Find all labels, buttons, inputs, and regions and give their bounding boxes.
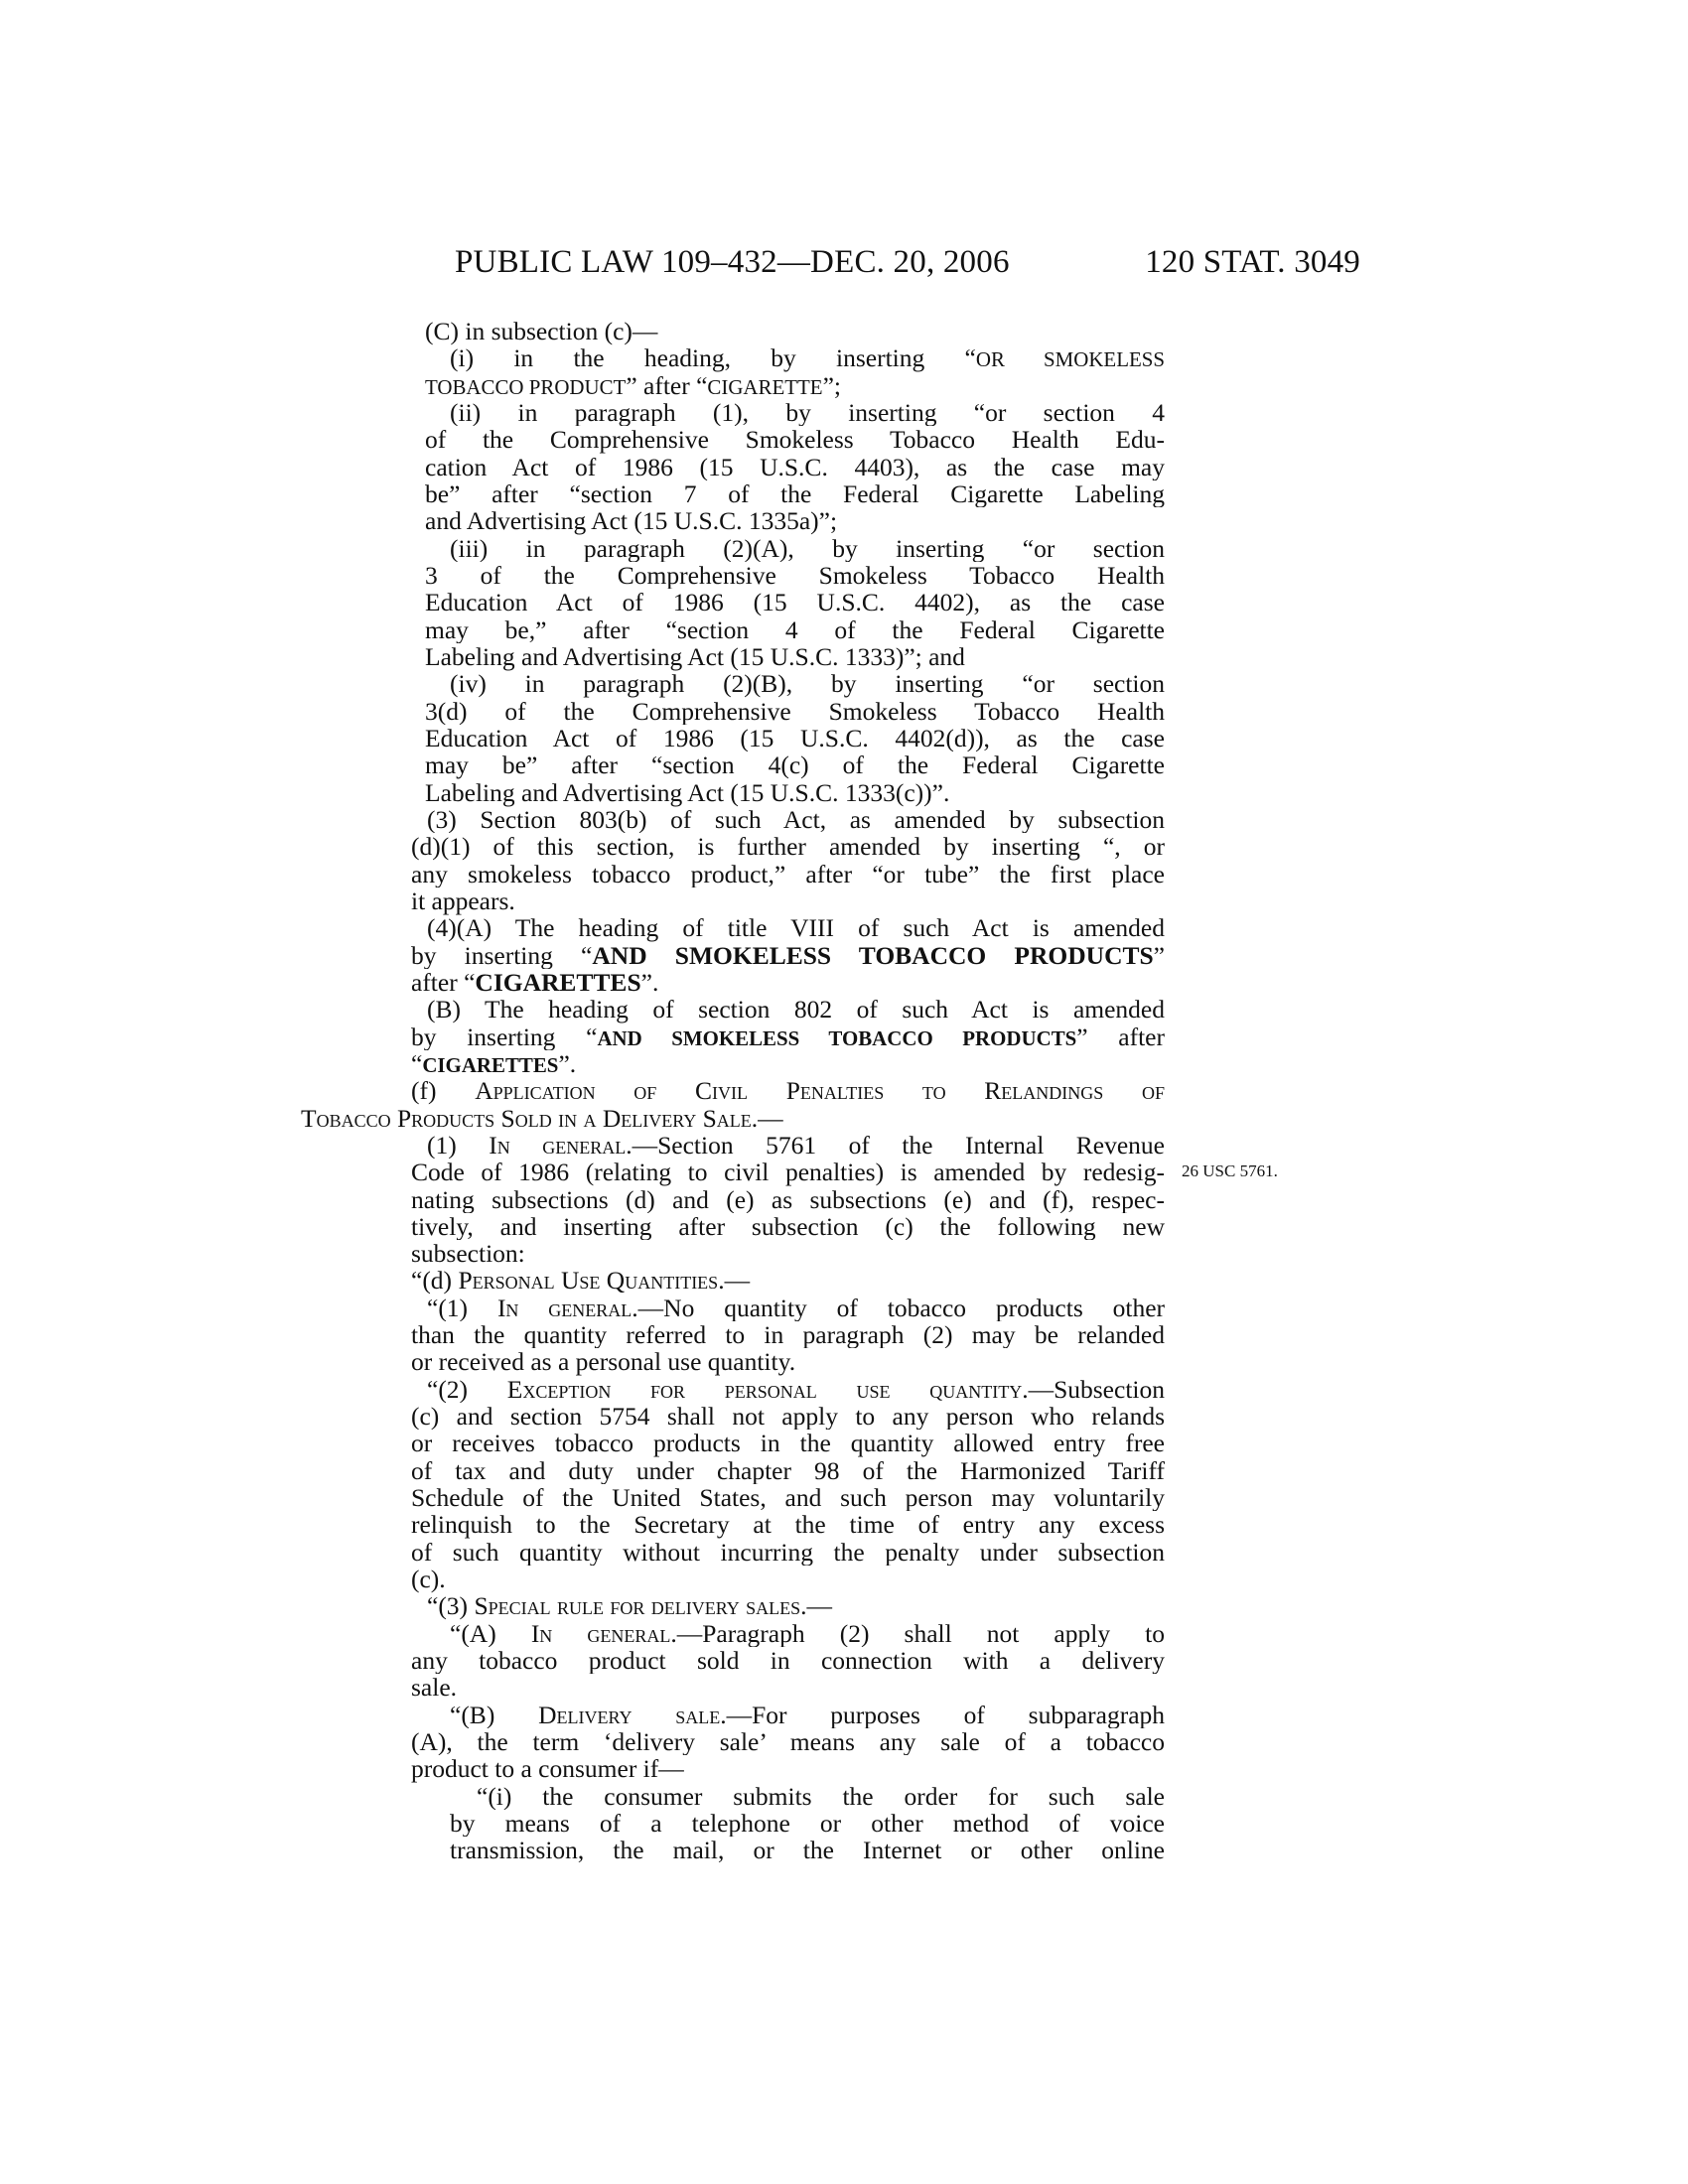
text-line: “(i) the consumer submits the order for such sale <box>477 1782 1165 1811</box>
text-segment: by inserting “ <box>411 941 593 969</box>
text-segment: “(d) <box>411 1266 459 1296</box>
text-line: may be” after “section 4(c) of the Federal Cigarette <box>425 751 1165 779</box>
text-line: any smokeless tobacco product,” after “or tube” the first place <box>411 860 1165 887</box>
text-line: 3(d) of the Comprehensive Smokeless Tobacco Health <box>425 697 1165 725</box>
text-line <box>411 1267 1165 1294</box>
text-line: subsection: <box>411 1239 525 1269</box>
text-segment: “(A) <box>450 1619 531 1648</box>
statute-page-number: 120 STAT. 3049 <box>1145 244 1360 280</box>
text-line: (d)(1) of this section, is further amended by inserting “, or <box>411 833 1165 861</box>
text-line: be” after “section 7 of the Federal Cigarette Labeling <box>425 479 1165 508</box>
text-line <box>425 372 1165 399</box>
small-caps-text: Exception for personal use quantity. <box>506 1375 1029 1404</box>
text-line: sale. <box>411 1673 458 1703</box>
small-caps-text: In general. <box>496 1294 638 1322</box>
text-line <box>450 1702 1165 1728</box>
text-line <box>411 1024 1165 1050</box>
subsection-heading <box>411 1077 1165 1104</box>
text-segment: “(1) <box>427 1294 497 1322</box>
text-line <box>427 1132 1165 1159</box>
text-line: (B) The heading of section 802 of such Act is amended <box>427 996 1165 1024</box>
text-line: (A), the term ‘delivery sale’ means any sale of a tobacco <box>411 1728 1165 1756</box>
bold-text: AND SMOKELESS TOBACCO PRODUCTS <box>592 941 1154 969</box>
text-line: and Advertising Act (15 U.S.C. 1335a)”; <box>425 506 838 536</box>
small-caps-text: Application of Civil Penalties to Relandings of <box>475 1077 1165 1105</box>
text-segment: ” after <box>1076 1023 1165 1050</box>
text-line: than the quantity referred to in paragraph (2) may be relanded <box>411 1321 1165 1349</box>
text-line <box>427 1592 1165 1619</box>
small-caps-text: Personal Use Quantities. <box>458 1266 725 1296</box>
text-segment: —Section 5761 of the Internal Revenue <box>632 1131 1165 1160</box>
small-caps-text: CIGARETTE <box>707 374 823 399</box>
text-segment: “ <box>411 1048 423 1078</box>
text-segment: —No quantity of tobacco products other <box>637 1294 1165 1322</box>
text-line: (iii) in paragraph (2)(A), by inserting “or section <box>450 534 1165 562</box>
statute-text <box>0 318 1688 1864</box>
text-line: or receives tobacco products in the quantity allowed entry free <box>411 1430 1165 1457</box>
text-line: Education Act of 1986 (15 U.S.C. 4402), as the case <box>425 589 1165 616</box>
text-segment: (f) <box>411 1077 476 1105</box>
text-line: Labeling and Advertising Act (15 U.S.C. 1333)”; and <box>425 641 965 671</box>
text-line: tively, and inserting after subsection (c) the following new <box>411 1212 1165 1241</box>
text-line <box>411 969 1165 996</box>
text-line: product to a consumer if— <box>411 1754 684 1784</box>
text-segment: “(3) <box>427 1591 475 1621</box>
text-line <box>450 1620 1165 1647</box>
text-line: or received as a personal use quantity. <box>411 1347 796 1377</box>
small-caps-text: TOBACCO PRODUCT <box>425 374 627 399</box>
text-line: Education Act of 1986 (15 U.S.C. 4402(d)), as the case <box>425 724 1165 752</box>
text-line: any tobacco product sold in connection with a delivery <box>411 1647 1165 1675</box>
text-segment: —Paragraph (2) shall not apply to <box>676 1619 1165 1648</box>
text-segment: ” after “ <box>626 370 708 400</box>
text-segment: —For purposes of subparagraph <box>726 1701 1165 1729</box>
text-segment: —Subsection <box>1028 1375 1165 1404</box>
text-line: Code of 1986 (relating to civil penalties) is amended by redesig- <box>411 1159 1165 1186</box>
small-caps-text: In general. <box>489 1131 633 1160</box>
text-line <box>411 1050 1165 1077</box>
margin-note-citation: 26 USC 5761. <box>1182 1161 1278 1180</box>
text-line: by means of a telephone or other method of voice <box>450 1810 1165 1838</box>
text-line: Schedule of the United States, and such person may voluntarily <box>411 1484 1165 1512</box>
text-segment: “(2) <box>427 1375 507 1404</box>
text-line: of tax and duty under chapter 98 of the Harmonized Tariff <box>411 1456 1165 1485</box>
small-caps-text: Tobacco Products Sold in a Delivery Sale.— <box>301 1103 783 1133</box>
text-line: of the Comprehensive Smokeless Tobacco Health Edu- <box>425 426 1165 454</box>
text-line: (ii) in paragraph (1), by inserting “or section 4 <box>450 398 1165 427</box>
text-line: relinquish to the Secretary at the time of entry any excess <box>411 1511 1165 1539</box>
text-line: (C) in subsection (c)— <box>425 317 658 345</box>
text-line: 3 of the Comprehensive Smokeless Tobacco Health <box>425 561 1165 590</box>
text-line: nating subsections (d) and (e) as subsections (e) and (f), respec- <box>411 1185 1165 1213</box>
text-segment: “(B) <box>450 1701 539 1729</box>
running-head-title: PUBLIC LAW 109–432—DEC. 20, 2006 <box>455 244 1010 280</box>
text-line: may be,” after “section 4 of the Federal Cigarette <box>425 615 1165 643</box>
text-line <box>427 1295 1165 1321</box>
bold-text: CIGARETTES <box>422 1052 559 1077</box>
small-caps-text: In general. <box>530 1619 677 1648</box>
text-line: transmission, the mail, or the Internet or other online <box>450 1837 1165 1864</box>
small-caps-text: OR SMOKELESS <box>975 347 1165 372</box>
text-segment: ”; <box>822 370 841 400</box>
text-segment: — <box>806 1591 833 1621</box>
text-line: (3) Section 803(b) of such Act, as amended by subsection <box>427 805 1165 834</box>
text-line <box>450 344 1165 371</box>
text-line: it appears. <box>411 886 515 915</box>
small-caps-text: Special rule for delivery sales. <box>474 1591 807 1621</box>
bold-text: AND SMOKELESS TOBACCO PRODUCTS <box>597 1025 1077 1050</box>
text-line: (4)(A) The heading of title VIII of such Act is amended <box>427 914 1165 942</box>
text-line <box>427 1376 1165 1403</box>
text-line: (c). <box>411 1565 446 1594</box>
text-segment: — <box>724 1266 751 1296</box>
text-line: of such quantity without incurring the penalty under subsection <box>411 1538 1165 1567</box>
text-line: cation Act of 1986 (15 U.S.C. 4403), as the case may <box>425 453 1165 480</box>
text-segment: (i) in the heading, by inserting “ <box>450 344 976 372</box>
text-line <box>411 942 1165 969</box>
bold-text: CIGARETTES <box>475 967 641 997</box>
text-segment: ” <box>1153 941 1165 969</box>
text-segment: after “ <box>411 967 476 997</box>
text-segment: ”. <box>558 1048 577 1078</box>
subsection-heading <box>301 1105 1165 1132</box>
text-line: (c) and section 5754 shall not apply to any person who relands <box>411 1403 1165 1431</box>
text-segment: (1) <box>427 1131 490 1160</box>
text-line: Labeling and Advertising Act (15 U.S.C. 1333(c))”. <box>425 777 950 807</box>
small-caps-text: Delivery sale. <box>538 1701 727 1729</box>
text-segment: by inserting “ <box>411 1023 598 1050</box>
text-segment: ”. <box>640 967 659 997</box>
text-line: (iv) in paragraph (2)(B), by inserting “or section <box>450 670 1165 698</box>
